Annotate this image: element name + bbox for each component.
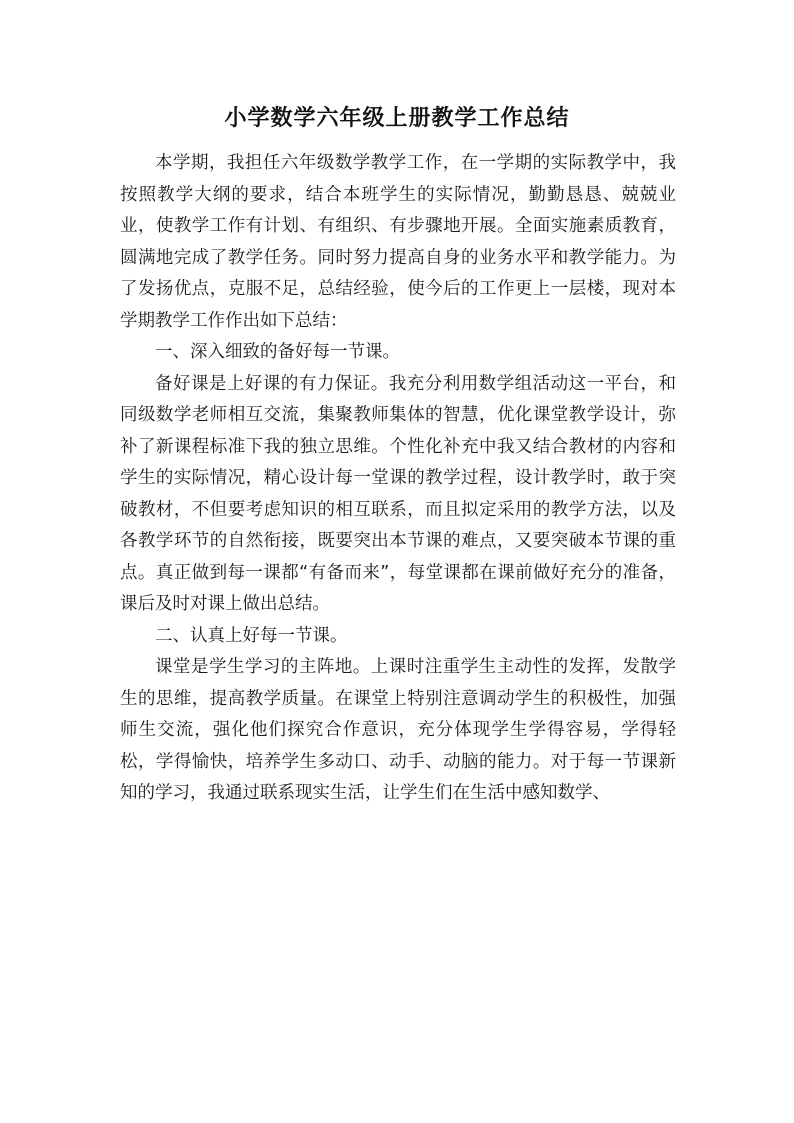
document-body — [120, 148, 676, 810]
document-title: 小学数学六年级上册教学工作总结 — [224, 105, 570, 131]
paragraph-classroom: 课堂是学生学习的主阵地。上课时注重学生主动性的发挥，发散学生的思维，提高教学质量。在课堂上特别注意调动学生的积极性，加强师生交流，强化他们探究合作意识，充分体现学生学得容易，学得轻松，学得愉快，培养学生多动口、动手、动脑的能力。对于每一节课新知的学习，我通过联系现实生活，让学生们在生活中感知数学、 — [120, 657, 676, 803]
paragraph-lesson-prep: 备好课是上好课的有力保证。我充分利用数学组活动这一平台，和同级数学老师相互交流，集聚教师集体的智慧，优化课堂教学设计，弥补了新课程标准下我的独立思维。个性化补充中我又结合教材的内容和学生的实际情况，精心设计每一堂课的教学过程，设计教学时，敢于突破教材，不但要考虑知识的相互联系，而且拟定采用的教学方法，以及各教学环节的自然衔接，既要突出本节课的难点，又要突破本节课的重点。真正做到每一课都“有备而来”，每堂课都在课前做好充分的准备，课后及时对课上做出总结。 — [120, 373, 676, 614]
paragraph-intro: 本学期，我担任六年级数学教学工作，在一学期的实际教学中，我按照教学大纲的要求，结合本班学生的实际情况，勤勤恳恳、兢兢业业，使教学工作有计划、有组织、有步骤地开展。全面实施素质教育，圆满地完成了教学任务。同时努力提高自身的业务水平和教学能力。为了发扬优点，克服不足，总结经验，使今后的工作更上一层楼，现对本学期教学工作作出如下总结： — [120, 153, 676, 331]
section-heading-2: 二、认真上好每一节课。 — [155, 625, 348, 646]
section-heading-1: 一、深入细致的备好每一节课。 — [155, 342, 400, 362]
